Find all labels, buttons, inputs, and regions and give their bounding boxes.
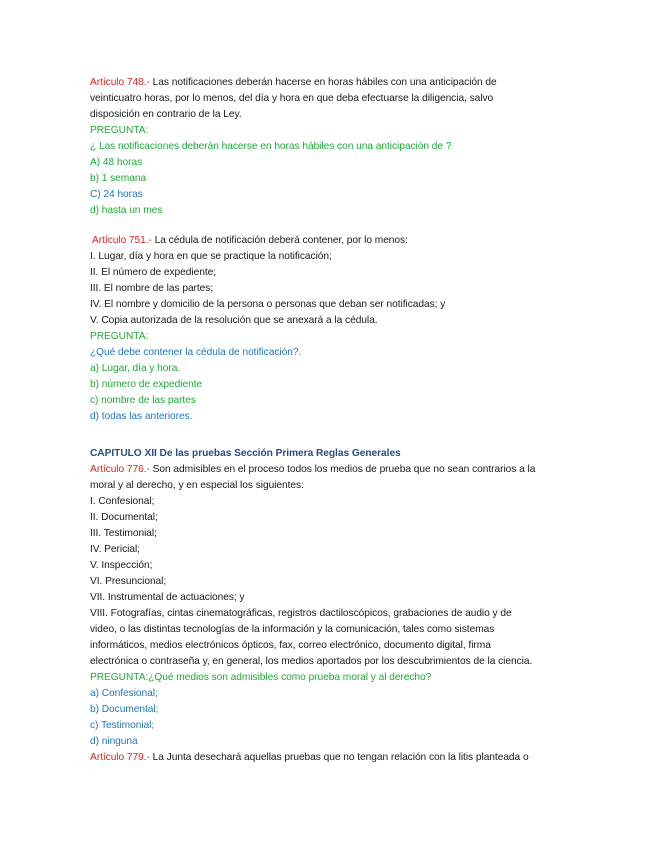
question-label: PREGUNTA: bbox=[90, 331, 149, 342]
chapter-heading: CAPITULO XII De las pruebas Sección Primera Reglas Generales bbox=[90, 448, 401, 459]
article-776-item-4: IV. Pericial; bbox=[90, 544, 140, 555]
question-text: ¿ Las notificaciones deberán hacerse en horas hábiles con una anticipación de ? bbox=[90, 141, 452, 152]
article-776-line-1 bbox=[90, 462, 580, 478]
option-b: b) Documental; bbox=[90, 704, 159, 715]
article-751-item-5: V. Copia autorizada de la resolución que se anexará a la cédula. bbox=[90, 315, 378, 326]
question-label: PREGUNTA: bbox=[90, 125, 149, 136]
option-d: d) ninguna bbox=[90, 736, 138, 747]
article-751-text: La cédula de notificación deberá contener, por lo menos: bbox=[151, 235, 408, 246]
article-751-item-1: I. Lugar, día y hora en que se practique la notificación; bbox=[90, 251, 332, 262]
article-751-ref: Artículo 751.- bbox=[92, 235, 152, 246]
article-776-item-6: VI. Presuncional; bbox=[90, 576, 167, 587]
article-776-item-8-line-2: video, o las distintas tecnologías de la información y la comunicación, tales como sistemas bbox=[90, 624, 495, 635]
article-751-line-1 bbox=[90, 233, 580, 249]
option-a: a) Lugar, día y hora. bbox=[90, 363, 181, 374]
option-d: d) hasta un mes bbox=[90, 205, 163, 216]
article-776-item-7: VII. Instrumental de actuaciones; y bbox=[90, 592, 245, 603]
chapter-xii-section bbox=[90, 446, 580, 766]
article-751-section bbox=[90, 233, 580, 425]
article-748-line-1 bbox=[90, 75, 580, 91]
article-776-item-3: III. Testimonial; bbox=[90, 528, 157, 539]
option-c: c) nombre de las partes bbox=[90, 395, 196, 406]
article-776-item-1: I. Confesional; bbox=[90, 496, 155, 507]
article-779-text: La Junta desechará aquellas pruebas que no tengan relación con la litis planteada o bbox=[149, 752, 529, 763]
option-a: a) Confesional; bbox=[90, 688, 158, 699]
question-text: ¿Qué debe contener la cédula de notificación?. bbox=[90, 347, 302, 358]
article-748-section bbox=[90, 75, 580, 219]
article-776-item-2: II. Documental; bbox=[90, 512, 158, 523]
option-c: c) Testimonial; bbox=[90, 720, 155, 731]
article-776-item-5: V. Inspección; bbox=[90, 560, 153, 571]
article-751-item-3: III. El nombre de las partes; bbox=[90, 283, 214, 294]
article-776-item-8-line-1: VIII. Fotografías, cintas cinematográficas, registros dactiloscópicos, grabaciones de audio y de bbox=[90, 608, 512, 619]
article-776-text: Son admisibles en el proceso todos los medios de prueba que no sean contrarios a la bbox=[149, 464, 536, 475]
article-779-ref: Artículo 779.- bbox=[90, 752, 150, 763]
option-d: d) todas las anteriores. bbox=[90, 411, 193, 422]
article-748-ref: Artículo 748.- bbox=[90, 77, 150, 88]
option-c: C) 24 horas bbox=[90, 189, 143, 200]
article-776-line-2: moral y al derecho, y en especial los siguientes: bbox=[90, 480, 304, 491]
question-text: PREGUNTA:¿Qué medios son admisibles como prueba moral y al derecho? bbox=[90, 672, 432, 683]
article-776-item-8-line-4: electrónica o contraseña y, en general, los medios aportados por los descubrimientos de la ciencia. bbox=[90, 656, 533, 667]
article-748-line-2: veinticuatro horas, por lo menos, del día y hora en que deba efectuarse la diligencia, salvo bbox=[90, 93, 494, 104]
article-748-text: Las notificaciones deberán hacerse en horas hábiles con una anticipación de bbox=[149, 77, 497, 88]
article-776-item-8-line-3: informáticos, medios electrónicos ópticos, fax, correo electrónico, documento digital, firma bbox=[90, 640, 491, 651]
article-751-item-4: IV. El nombre y domicilio de la persona o personas que deban ser notificadas; y bbox=[90, 299, 446, 310]
article-776-ref: Artículo 776.- bbox=[90, 464, 150, 475]
article-779-line-1 bbox=[90, 750, 580, 766]
option-b: b) 1 semana bbox=[90, 173, 147, 184]
option-a: A) 48 horas bbox=[90, 157, 143, 168]
article-748-line-3: disposición en contrario de la Ley. bbox=[90, 109, 242, 120]
option-b: b) número de expediente bbox=[90, 379, 203, 390]
article-751-item-2: II. El número de expediente; bbox=[90, 267, 217, 278]
